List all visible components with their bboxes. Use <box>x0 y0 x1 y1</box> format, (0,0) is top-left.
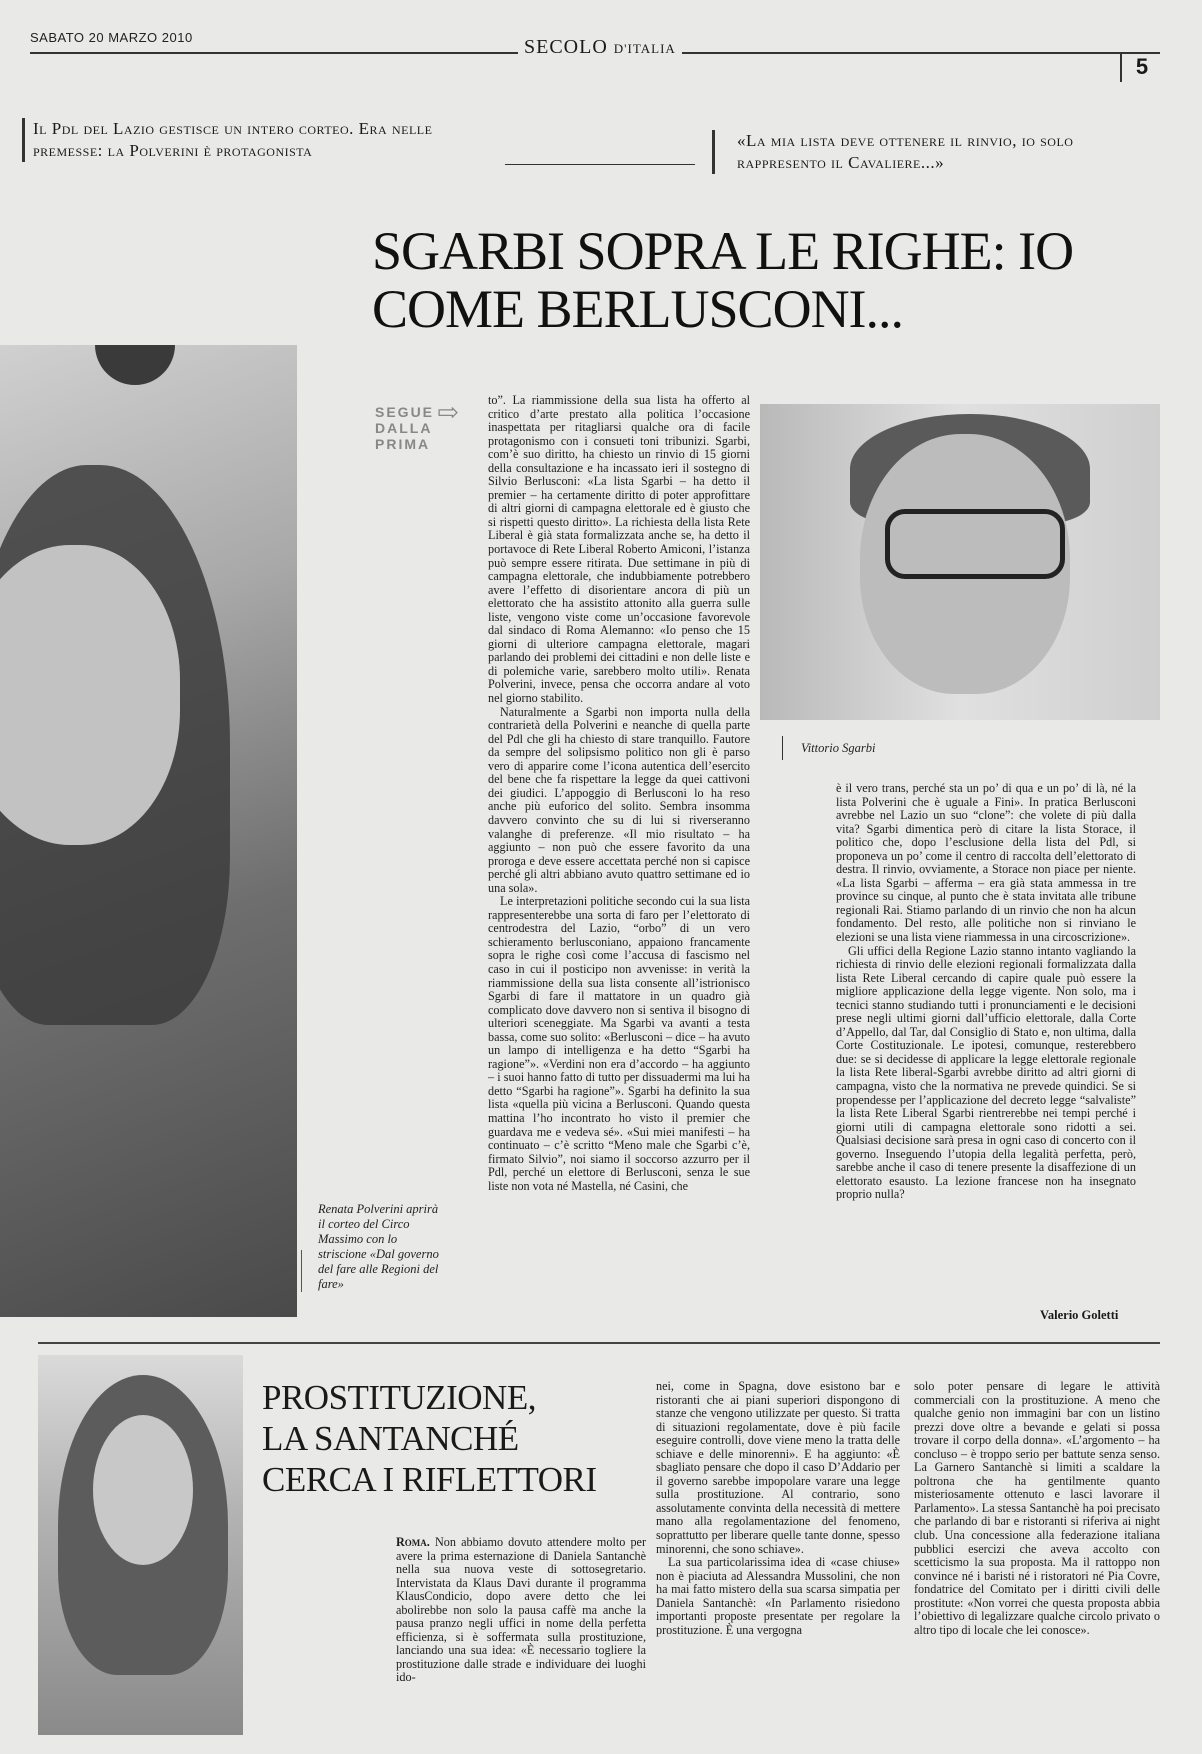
paragraph <box>396 1536 646 1685</box>
paragraph: Naturalmente a Sgarbi non importa nulla della contrarietà della Polverini e neanche di quella parte del Pdl che gli ha chiesto di stare tranquillo. Fautore da sempre del solipsismo politico non gli è parso vero di apparire come l’icona autentica dell’esercito del bene che fa rispettare la legge da quei cattivoni dei giudici. L’appoggio di Berlusconi lo ha reso anche più euforico del solito. Sembra insomma davvero convinto che su di lui si riverseranno valanghe di preferenze. «Il mio risultato – ha aggiunto – non può che essere favorito da una proroga e deve essere accettata perché non si capisce perché gli altri abbiano avuto quattro settimane ed io una sola». <box>488 704 750 895</box>
caption-polverini: Renata Polverini aprirà il corteo del Circo Massimo con lo striscione «Dal governo del fare alle Regioni del fare» <box>318 1202 439 1291</box>
paragraph: Gli uffici della Regione Lazio stanno intanto vagliando la richiesta di rinvio delle elezioni regionali formalizzata dalla lista Rete Liberal cercando di capire quale può essere la migliore applicazione della legge vigente. Non solo, ma i tecnici stanno studiando tutti i pronunciamenti e le decisioni prese negli ultimi giorni dall’ufficio elettorale, dalla Corte d’Appello, dal Tar, dal Consiglio di Stato e, non ultima, dalla Corte Costituzionale. Le ipotesi, comunque, resterebbero due: se si decidesse di applicare la legge elettorale regionale la lista Rete liberal-Sgarbi avrebbe diritto ad altri giorni di campagna, visto che la normativa ne prevede quindici. Se si propendesse per l’applicazione del decreto legge “salvaliste” la lista Rete Liberal Sgarbi rientrerebbe nei tempi perché i giorni utili di campagna elettorale sono ridotti a sei. Qualsiasi decisione sarà presa in ogni caso di concerto con il governo. Inseguendo l’utopia della legalità perfetta, però, sarebbe anche il caso di tenere presente la disaffezione di un elettorato esausto. La lezione francese non ha insegnato proprio nulla? <box>836 943 1136 1202</box>
newspaper-logo <box>518 36 682 59</box>
paragraph: to”. La riammissione della sua lista ha offerto al critico d’arte prestato alla politica l’occasione inaspettata per ritagliarsi qualche ora di facile protagonismo con i consueti toni tribunizi. Sgarbi, com’è suo diritto, ha chiesto un rinvio di 15 giorni della consultazione e ha incassato ieri il sostegno di Silvio Berlusconi: «La lista Sgarbi – ha detto il premier – ha certamente diritto di poter approfittare di altri giorni di campagna elettorale ed è giusto che si rispetti questo diritto». La richiesta della lista Rete Liberal è già stata formalizzata anche se, ha detto il portavoce di Rete Liberal Roberto Amiconi, l’istanza può sempre essere ritirata. Due settimane in più di campagna elettorale, che indubbiamente potrebbero avere l’effetto di disorientare ancora di più un elettorato che ha assistito attonito alla guerra sulle liste, vengono viste come un’occasione favorevole dal sindaco di Roma Alemanno: «Io penso che 15 giorni di ulteriore campagna elettorale, magari parlando dei problemi dei cittadini e non delle liste e di polemiche varie, sarebbero molto utili». Renata Polverini, invece, pensa che occorra andare al voto nel giorno stabilito. <box>488 394 750 706</box>
right-arrow-icon: ⇨ <box>437 398 459 427</box>
dateline: Roma. <box>396 1536 430 1549</box>
paragraph: nei, come in Spagna, dove esistono bar e ristoranti che ai piani superiori dispongono di stanze che vengono utilizzate per questo. Si tratta di situazioni regolamentate, dove è più facile eseguire controlli, dove viene meno la tratta delle schiave e delle minorenni». E ha aggiunto: «È sbagliato pensare che dopo il caso D’Addario per il governo sarebbe impopolare varare una legge sulla prostituzione. Al contrario, sono assolutamente convinta della necessità di mettere mano alla regolamentazione del fenomeno, soprattutto per liberare quelle tante donne, spesso minorenni, che sono schiave». <box>656 1380 900 1556</box>
segue-line: PRIMA <box>375 436 431 452</box>
paragraph: solo poter pensare di legare le attività commerciali con la prostituzione. A meno che qualche genio non immagini bar con un listino prezzi dove oltre a bevande e gelati si possa trovare il corpo della donna». «L’argomento – ha concluso – è troppo serio per battute senza senso. La Garnero Santanchè si limiti a scaldare la poltrona che ha gentilmente quanto misteriosamente ottenuto e lasci lavorare il Parlamento». La stessa Santanchè ha poi precisato che parlando di bar e ristoranti si riferiva ai night club. Una concessione alla federazione italiana pubblici esercizi che aveva accolto con scetticismo la sua proposta. Ma il rattoppo non convince né i baristi né i ristoratori né Pia Covre, fondatrice del Comitato per i diritti civili delle prostitute: «Non vorrei che questa proposta abbia l’obiettivo di legalizzare qualche circolo privato o altro tipo di locale che lei conosce». <box>914 1380 1160 1637</box>
segue-line: SEGUE <box>375 404 435 420</box>
logo-small: D'ITALIA <box>613 41 676 56</box>
caption-rule <box>301 1250 302 1292</box>
article2-column-2 <box>656 1380 900 1746</box>
paragraph: è il vero trans, perché sta un po’ di qua e un po’ di là, né la lista Polverini che è uguale a Fini». In pratica Berlusconi avrebbe nel Lazio un suo “clone”: che volete di più dalla vita? Sgarbi dimentica però di citare la lista Storace, il politico che, dopo l’esclusione della lista del Pdl, si proponeva un po’ come il centro di raccolta dell’elettorato di destra. Il rinvio, ovviamente, a Storace non piace per niente. «La lista Sgarbi – afferma – era già stata ammessa in tre province su cinque, al punto che è stata invitata alle tribune regionali Rai. Stiamo parlando di un rinvio che non ha alcun fondamento. Del resto, alle politiche non si rinviano le elezioni se una lista viene riammessa in una circoscrizione». <box>836 782 1136 945</box>
paragraph: La sua particolarissima idea di «case chiuse» non è piaciuta ad Alessandra Mussolini, che non ha mai fatto mistero della sua scarsa simpatia per Daniela Santanchè: «In Parlamento risiedono importanti proposte presentate per regolare la prostituzione. È una vergogna <box>656 1555 900 1637</box>
kicker-right: «La mia lista deve ottenere il rinvio, io solo rappresento il Cavaliere...» <box>712 130 1157 174</box>
paragraph: Le interpretazioni politiche secondo cui la sua lista rappresenterebbe una sorta di faro per l’elettorato di centrodestra del Lazio, “orbo” di un vero schieramento berlusconiano, appaiono francamente sopra le righe così come l’accusa di fascismo nel caso in cui il posticipo non avvenisse: in verità la riammissione della sua lista consente all’istrionisco Sgarbi di fare il mattatore in un quadro già complicato dove davvero non si sentiva il bisogno di ulteriori sceneggiate. Ma Sgarbi va avanti a testa bassa, come suo solito: «Berlusconi – dice – ha avuto un lampo di intelligenza e ha detto “Sgarbi ha ragione”». «Verdini non era d’accordo – ha aggiunto – i suoi hanno fatto di tutto per dissuadermi ma lui ha detto “Sgarbi ha ragione”». Sgarbi ha definito la sua lista «quella più vicina a Berlusconi. Quando questa mattina l’ho incontrato ho visto il premier che guardava me e vedeva sé». «Sui miei manifesti – ha continuato – c’è scritto “Meno male che Sgarbi c’è, firmato Silvio”, noi siamo il soccorso azzurro per il Pdl, perché un elettore di Berlusconi, senza le sue liste non vota né Mastella, né Casini, che <box>488 894 750 1193</box>
kicker-divider <box>505 164 695 165</box>
photo-face-shape <box>0 545 180 845</box>
issue-date: SABATO 20 MARZO 2010 <box>30 30 193 45</box>
headline-line: CERCA I RIFLETTORI <box>262 1460 597 1499</box>
segue-dalla-prima <box>375 404 434 452</box>
article2-column-3 <box>914 1380 1160 1746</box>
kicker-left: Il Pdl del Lazio gestisce un intero corteo. Era nelle premesse: la Polverini è protagonista <box>22 118 503 162</box>
article2-column-1 <box>396 1536 646 1746</box>
article-column-1 <box>488 394 750 1314</box>
photo-daniela-santanche <box>38 1355 243 1735</box>
segue-line: DALLA <box>375 420 433 436</box>
section-divider <box>38 1342 1160 1344</box>
photo-renata-polverini <box>0 345 297 1317</box>
photo-camera-shape <box>95 345 175 385</box>
page-number: 5 <box>1120 52 1162 82</box>
photo-face-shape <box>93 1415 193 1565</box>
caption-sgarbi: Vittorio Sgarbi <box>782 736 981 760</box>
headline-line: PROSTITUZIONE, <box>262 1378 536 1417</box>
photo-glasses-shape <box>885 509 1065 579</box>
logo-main: SECOLO <box>524 36 608 58</box>
second-headline <box>262 1377 642 1500</box>
article-column-2 <box>836 782 1136 1314</box>
photo-vittorio-sgarbi <box>760 404 1160 720</box>
headline-line: LA SANTANCHÉ <box>262 1419 519 1458</box>
paragraph-text: Non abbiamo dovuto attendere molto per avere la prima esternazione di Daniela Santanchè nella sua nuova veste di sottosegretario. Intervistata da Klaus Davi durante il programma KlausCondicio, dopo avere detto che lei abolirebbe non solo la pausa caffè ma anche la pausa pranzo negli uffici in nome della perfetta efficienza, si è soffermata sulla prostituzione, lanciando una sua idea: «È necessario togliere la prostituzione dalle strade e individuare dei luoghi ido- <box>396 1536 646 1685</box>
author-signature: Valerio Goletti <box>1040 1308 1119 1322</box>
main-headline: SGARBI SOPRA LE RIGHE: IO COME BERLUSCONI... <box>372 221 1074 339</box>
